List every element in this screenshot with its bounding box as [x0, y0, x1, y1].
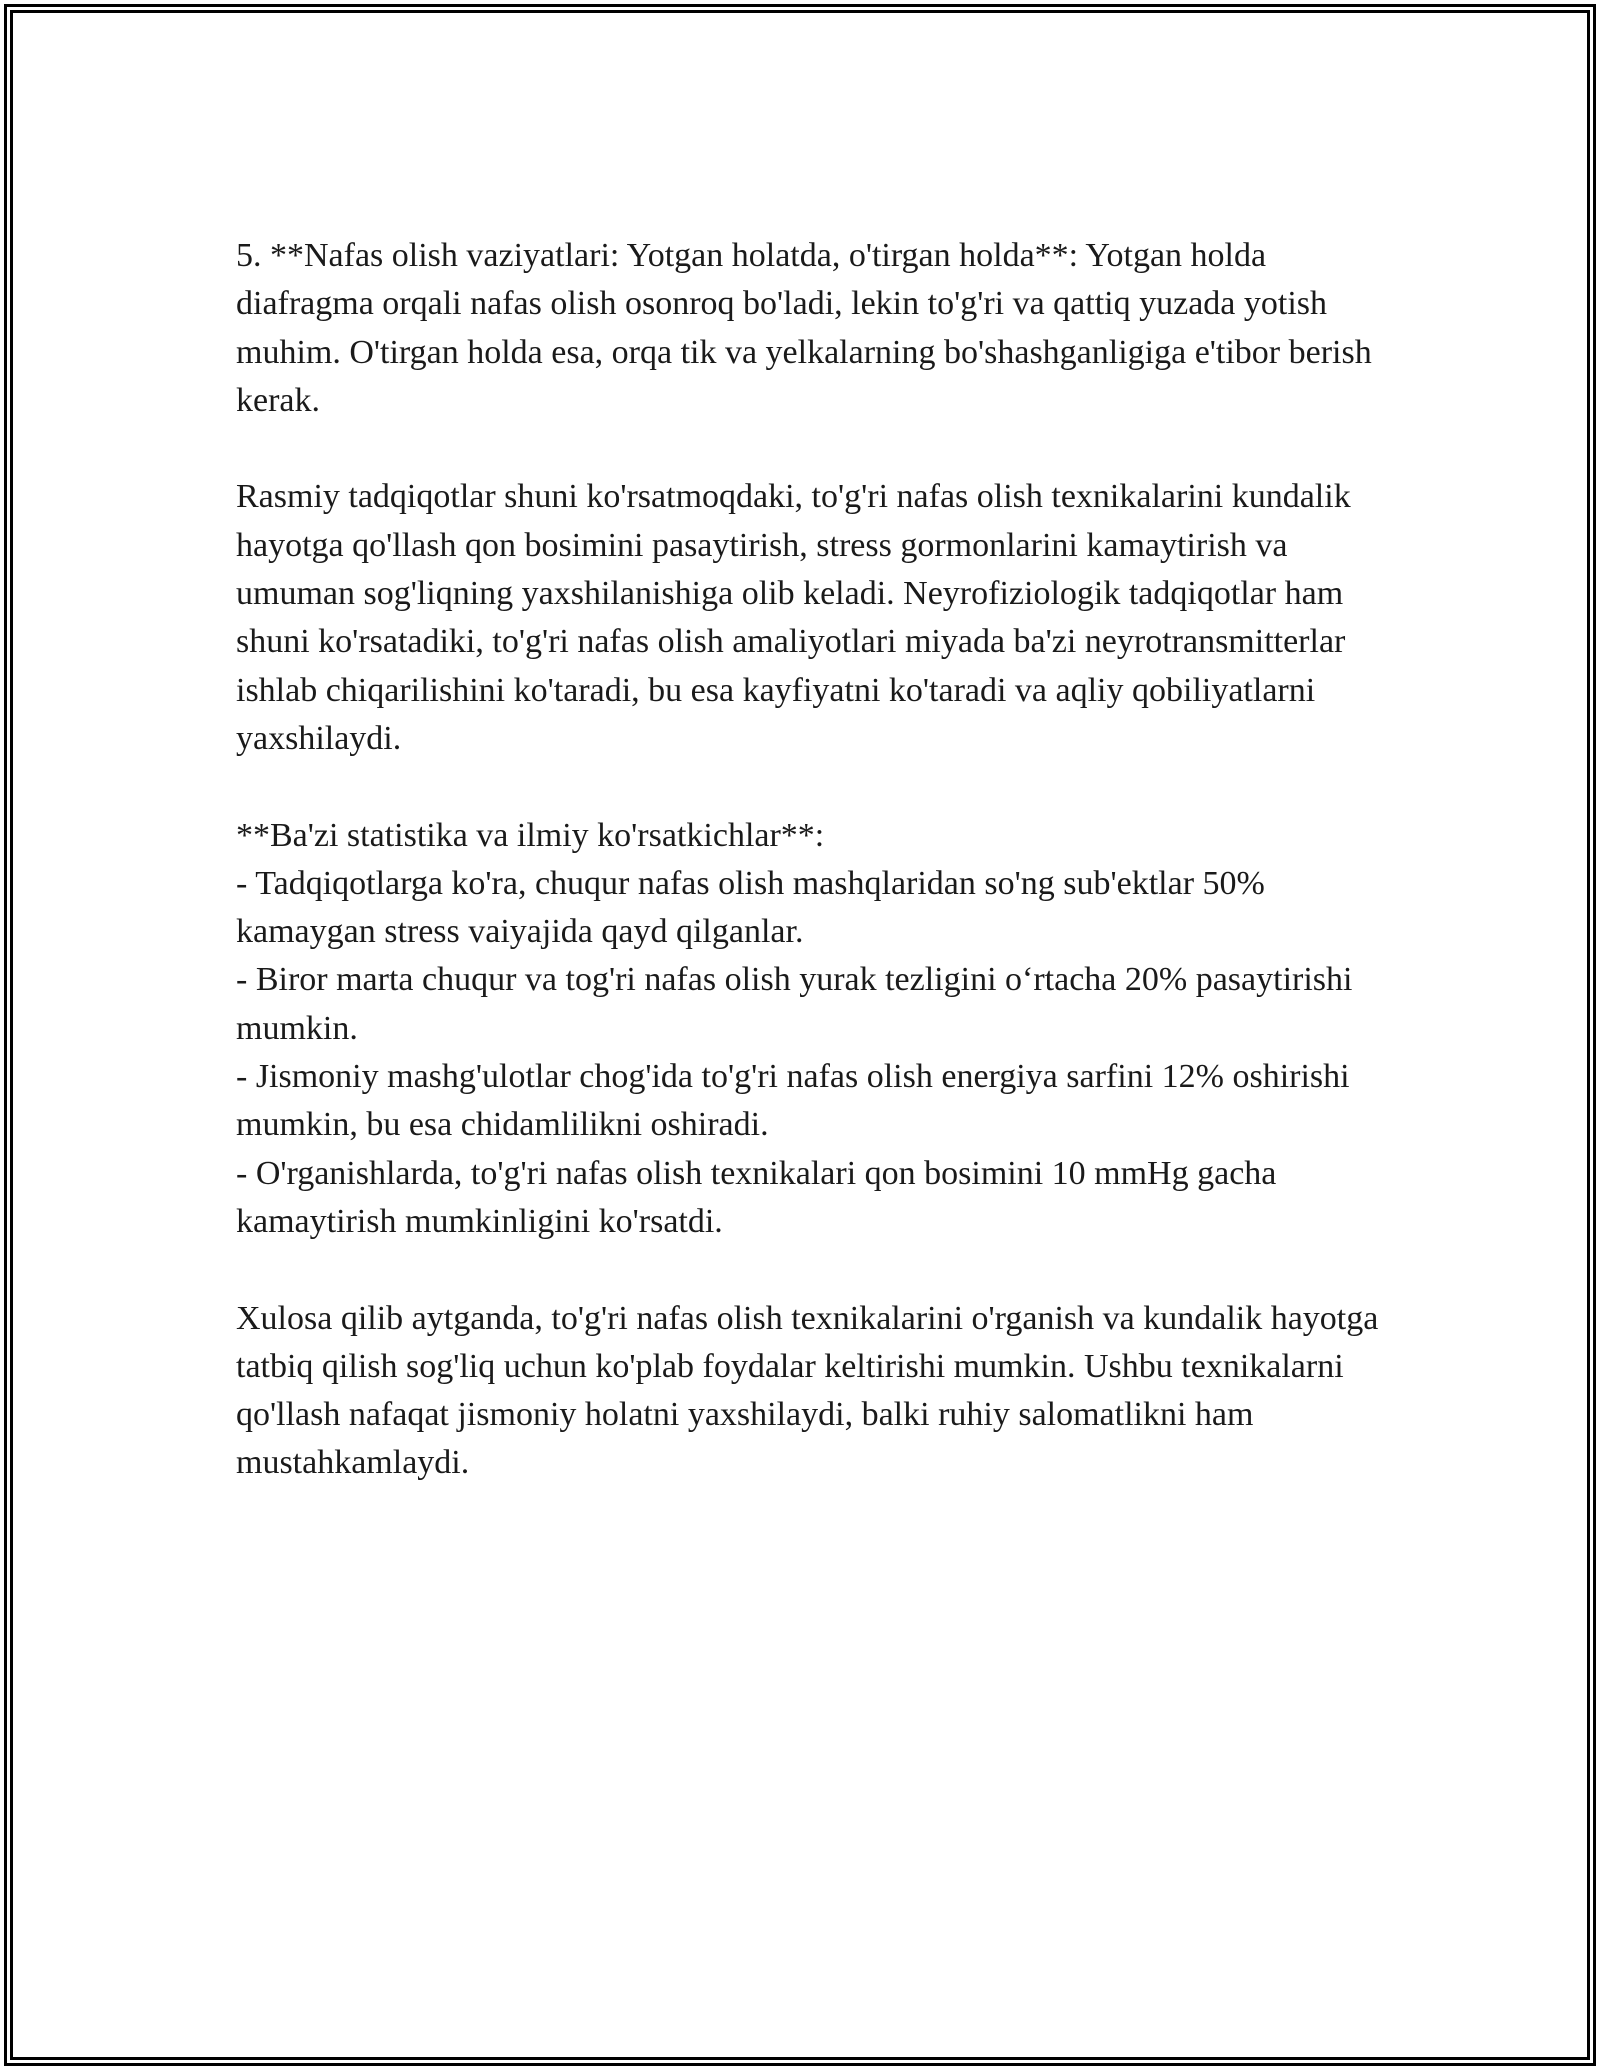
statistics-item: - Tadqiqotlarga ko'ra, chuqur nafas olish mashqlaridan so'ng sub'ektlar 50% kamaygan stress vaiyajida qayd qilganlar.	[236, 864, 1265, 951]
paragraph-conclusion: Xulosa qilib aytganda, to'g'ri nafas olish texnikalarini o'rganish va kundalik hayotga tatbiq qilish sog'liq uchun ko'plab foydalar keltirishi mumkin. Ushbu texnikalarni qo'llash nafaqat jismoniy holatni yaxshilaydi, balki ruhiy salomatlikni ham mustahkamlaydi.	[236, 1299, 1379, 1482]
statistics-item: - Biror marta chuqur va tog'ri nafas olish yurak tezligini o‘rtacha 20% pasaytirishi mumkin.	[236, 961, 1353, 1047]
paragraph-breathing-positions: 5. **Nafas olish vaziyatlari: Yotgan holatda, o'tirgan holda**: Yotgan holda diafragma orqali nafas olish osonroq bo'ladi, lekin to'g'ri va qattiq yuzada yotish muhim. O'tirgan holda esa, orqa tik va yelkalarning bo'shashganligiga e'tibor berish kerak.	[236, 237, 1372, 419]
paragraph-research: Rasmiy tadqiqotlar shuni ko'rsatmoqdaki, to'g'ri nafas olish texnikalarini kundalik hayotga qo'llash qon bosimini pasaytirish, stress gormonlarini kamaytirish va umuman sog'liqning yaxshilanishiga olib keladi. Neyrofiziologik tadqiqotlar ham shuni ko'rsatadiki, to'g'ri nafas olish amaliyotlari miyada ba'zi neyrotransmitterlar ishlab chiqarilishini ko'taradi, bu esa kayfiyatni ko'taradi va aqliy qobiliyatlarni yaxshilaydi.	[236, 478, 1351, 757]
statistics-section	[236, 812, 1386, 1247]
document-body	[236, 232, 1386, 1536]
statistics-item: - Jismoniy mashg'ulotlar chog'ida to'g'ri nafas olish energiya sarfini 12% oshirishi mumkin, bu esa chidamlilikni oshiradi.	[236, 1058, 1350, 1144]
statistics-heading: **Ba'zi statistika va ilmiy ko'rsatkichlar**:	[236, 816, 825, 854]
statistics-item: - O'rganishlarda, to'g'ri nafas olish texnikalari qon bosimini 10 mmHg gacha kamaytirish mumkinligini ko'rsatdi.	[236, 1154, 1277, 1240]
